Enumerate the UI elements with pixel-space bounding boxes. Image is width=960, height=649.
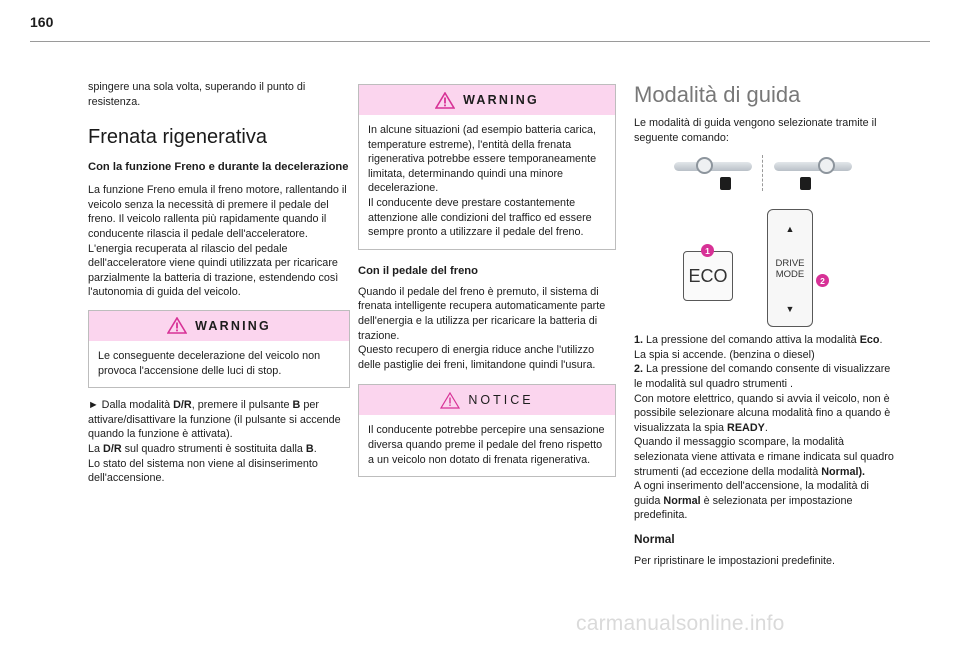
ready-term: READY — [727, 421, 765, 434]
drive-mode-button[interactable] — [767, 209, 813, 327]
arrow-down-icon: ▼ — [785, 304, 795, 315]
paragraph-brake-emulation: La funzione Freno emula il freno motore, rallentando il veicolo senza la necessità di premere il pedale del freno. Il veicolo rallenta più rapidamente quando il conducente rilascia il pedale dell'acceleratore. — [88, 184, 347, 240]
subtitle-brake-pedal: Con il pedale del freno — [358, 264, 478, 277]
text: La pressione del comando attiva la modalità — [643, 334, 860, 347]
normal-heading: Normal — [634, 531, 675, 546]
column-3 — [634, 82, 894, 569]
warning-box — [88, 310, 350, 388]
normal-text: Per ripristinare le impostazioni predefinite. — [634, 554, 836, 567]
text: . La spia si accende. (benzina o diesel) — [634, 334, 883, 361]
text: . — [313, 442, 317, 455]
step-instructions — [88, 398, 350, 442]
mode-dr: D/R — [173, 399, 192, 412]
item-1 — [634, 333, 894, 362]
text: . — [764, 421, 768, 434]
arrow-bullet: ► — [88, 399, 99, 412]
drive-mode-illustration — [634, 151, 894, 329]
item-number: 1. — [634, 334, 644, 347]
text: A ogni inserimento dell'accensione, la modalità di guida — [634, 480, 869, 507]
warning-triangle-icon — [167, 317, 187, 334]
section-title-drive-modes: Modalità di guida — [634, 82, 801, 107]
notice-triangle-icon — [440, 392, 460, 409]
divider — [762, 155, 764, 191]
item-number: 2. — [634, 363, 644, 376]
system-state-text: Lo stato del sistema non viene al disinserimento dell'accensione. — [88, 457, 318, 485]
text: sul quadro strumenti è sostituita dalla — [121, 442, 306, 455]
button-b: B — [305, 442, 314, 455]
item-2-default — [634, 479, 894, 523]
header-rule — [30, 41, 930, 42]
lock-icon — [800, 177, 811, 190]
paragraph-intelligent-braking: Quando il pedale del freno è premuto, il sistema di frenata intelligente recupera automaticamente parte dell'energia e la utilizza per ricaricare la batteria di trazione. — [358, 285, 606, 342]
paragraph-pad-wear: Questo recupero di energia riduce anche l'utilizzo delle pastiglie dei freni, limitandone quindi l'usura. — [358, 344, 596, 371]
intro-text: spingere una sola volta, superando il punto di resistenza. — [88, 81, 306, 108]
mode-dr: D/R — [103, 442, 122, 455]
lock-icon — [720, 177, 731, 190]
warning-text-2: Il conducente deve prestare costantemente attenzione alle condizioni del traffico ed essere sempre pronto a utilizzare il pedale del freno. — [368, 196, 592, 239]
eco-button[interactable]: ECO — [683, 251, 733, 301]
warning-text-1: In alcune situazioni (ad esempio batteria carica, temperature estreme), l'entità della frenata rigenerativa potrebbe essere temporaneamente limitata, determinando quindi una minore decelerazione. — [368, 124, 597, 195]
callout-badge-2: 2 — [816, 274, 829, 287]
warning-header-2 — [359, 85, 615, 115]
warning-label: WARNING — [463, 93, 539, 107]
page-number: 160 — [30, 14, 54, 30]
steering-wheel-icon — [696, 157, 713, 174]
drive-mode-label — [775, 258, 804, 280]
notice-label: NOTICE — [468, 393, 534, 408]
button-b: B — [292, 399, 301, 412]
subtitle-brake-function: Con la funzione Freno e durante la decelerazione — [88, 161, 349, 174]
warning-box-2 — [358, 84, 616, 250]
normal-term: Normal — [663, 494, 701, 507]
eco-term: Eco — [859, 334, 880, 347]
drive-modes-intro: Le modalità di guida vengono selezionate tramite il seguente comando: — [634, 117, 877, 144]
steering-wheel-icon — [818, 157, 835, 174]
notice-header — [359, 385, 615, 415]
text: La pressione del comando consente di visualizzare le modalità sul quadro strumenti . — [634, 363, 891, 390]
footer-watermark: carmanualsonline.info — [576, 612, 785, 635]
warning-header — [89, 311, 349, 341]
drive-label-line2: MODE — [775, 269, 805, 281]
column-1 — [88, 52, 350, 486]
item-2 — [634, 362, 894, 391]
text: La — [88, 442, 104, 455]
dr-replacement-text — [88, 442, 350, 457]
item-2-message — [634, 435, 894, 479]
drive-label-line1: DRIVE — [775, 258, 805, 270]
column-2 — [358, 84, 616, 477]
step-text: Dalla modalità — [98, 399, 174, 412]
notice-text: Il conducente potrebbe percepire una sensazione diversa quando preme il pedale del freno rispetto a un veicolo non dotato di frenata rigenerativa. — [368, 424, 605, 466]
notice-box — [358, 384, 616, 477]
text: Quando il messaggio scompare, la modalità selezionata viene attivata e rimane indicata sul quadro strumenti (ad eccezione della modalità — [634, 436, 894, 478]
text: è selezionata per impostazione predefinita. — [634, 494, 853, 522]
normal-term: Normal). — [821, 465, 866, 478]
text: Con motore elettrico, quando si avvia il veicolo, non è possibile selezionare alcuna modalità fino a quando è visualizzata la spia — [634, 392, 891, 434]
paragraph-energy-recovery: L'energia recuperata al rilascio del pedale dell'acceleratore viene quindi utilizzata per ricaricare parzialmente la batteria di trazione, estendendo così l'autonomia di guida del veicolo. — [88, 242, 339, 299]
warning-text: Le conseguente decelerazione del veicolo non provoca l'accensione delle luci di stop. — [98, 349, 321, 377]
warning-label: WARNING — [195, 318, 271, 333]
step-text: per attivare/disattivare la funzione (il pulsante si accende quando la funzione è attivata). — [88, 399, 341, 441]
warning-triangle-icon — [435, 92, 455, 109]
callout-badge-1: 1 — [701, 244, 714, 257]
step-text: , premere il pulsante — [191, 399, 293, 412]
arrow-up-icon: ▲ — [785, 224, 795, 235]
section-title-regenerative: Frenata rigenerativa — [88, 126, 267, 149]
item-2-ready — [634, 392, 894, 436]
